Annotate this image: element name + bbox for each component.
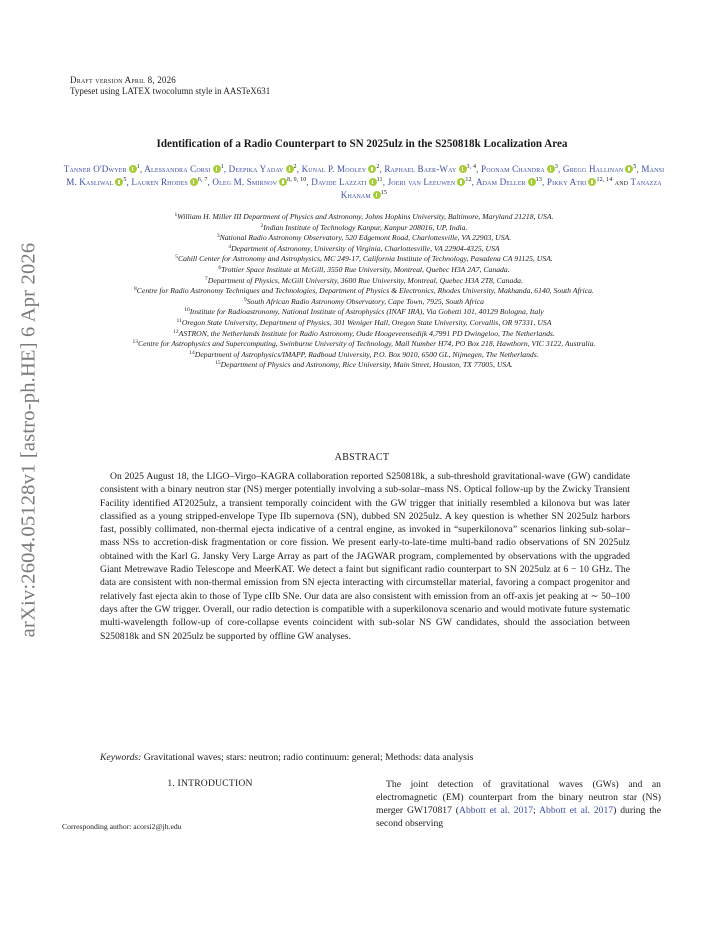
orcid-icon[interactable] [115,178,123,186]
and-word: and [614,177,629,187]
affiliation-text: ASTRON, the Netherlands Institute for Radio Astronomy, Oude Hoogeveensedijk 4,7991 PD Dwingeloo, The Netherlands. [178,328,555,338]
section-heading-introduction: 1. INTRODUCTION [167,778,253,789]
affiliation-text: Centre for Radio Astronomy Techniques and Technologies, Department of Physics & Electronics, Rhodes University, Makhanda, 6140, South Africa. [136,286,594,296]
author [388,177,472,187]
orcid-icon[interactable] [368,165,376,173]
affiliation-number: 15 [215,360,221,367]
author [481,164,558,174]
citation-link[interactable]: Abbott et al. 2017 [539,805,614,816]
paper-title: Identification of a Radio Counterpart to SN 2025ulz in the S250818k Localization Area [156,138,568,150]
affiliation-number: 13 [132,339,139,346]
affiliation [60,329,668,340]
affiliation-text: Department of Physics and Astronomy, Rice University, Main Street, Houston, TX 77005, USA. [220,360,513,370]
author-name[interactable]: Tanner O'Dwyer [63,164,127,174]
author-affiliation-marker: 13 [535,177,543,183]
author [311,177,382,187]
orcid-icon[interactable] [373,191,381,199]
author-name[interactable]: Pikky Atri [546,177,587,187]
affiliation-number: 7 [205,275,208,282]
author-affiliation-marker: 8, 9, 10 [287,177,307,183]
author [384,164,476,174]
affiliation-number: 8 [134,286,137,293]
affiliation [60,286,668,297]
author-name[interactable]: Joeri van Leeuwen [387,177,456,187]
affiliation [60,307,668,318]
author-name[interactable]: Deepika Yadav [228,164,284,174]
affiliation-number: 9 [243,296,247,303]
author [144,164,223,174]
affiliation-number: 10 [184,307,190,314]
author-affiliation-marker: 12 [465,177,472,183]
orcid-icon[interactable] [588,178,596,186]
keywords-label: Keywords: [100,752,142,763]
affiliation-number: 12 [173,328,179,335]
orcid-icon[interactable] [547,165,555,173]
affiliation-number: 6 [218,264,222,271]
abstract-text: On 2025 August 18, the LIGO–Virgo–KAGRA collaboration reported S250818k, a sub-threshold gravitational-wave (GW) candidate consistent with a binary neutron star (NS) merger potentially involving a sub-solar–mass NS. Optical follow-up by the Zwicky Transient Facility identified AT2025ulz, a transient temporally coincident with the GW trigger that initially resembled a kilonova but was later classified as a young stripped-envelope Type IIb supernova (SN), dubbed SN 2025ulz. A key question is whether SN 2025ulz harbors fast, possibly collimated, non-thermal ejecta indicative of a central engine, as invoked in “superkilonova” scenarios linking sub-solar–mass NSs to accretion-disk fragmentation or core fission. We present early-to-late-time multi-band radio observations of SN 2025ulz obtained with the Karl G. Jansky Very Large Array as part of the JAGWAR program, complemented by observations with the upgraded Giant Metrewave Radio Telescope and MeerKAT. We detect a faint but significant radio counterpart to SN 2025ulz at 6 − 10 GHz. The data are consistent with non-thermal emission from SN ejecta interacting with circumstellar material, favoring a compact progenitor and relatively fast ejecta akin to those of Type cIIb SNe. Our data are also consistent with emission from an off-axis jet peaking at ∼ 50–100 days after the GW trigger. Overall, our radio detection is compatible with a superkilonova scenario and would motivate future systematic multi-wavelength follow-up of core-collapse events coincident with sub-solar NS GW candidates, should the association between S250818k and SN 2025ulz be supported by offline GW analyses. [100,471,630,642]
author-affiliation-marker: 1 [136,164,140,170]
orcid-icon[interactable] [286,165,294,173]
abstract-heading: ABSTRACT [334,452,390,463]
affiliation-number: 2 [260,222,264,229]
affiliation [60,276,668,287]
affiliation-number: 4 [228,243,232,250]
author [131,177,207,187]
author [476,177,542,187]
affiliation-number: 1 [174,212,178,218]
corresponding-author: Corresponding author: acorsi2@jh.edu [62,822,182,831]
author-affiliation-marker: 2 [376,164,380,170]
orcid-icon[interactable] [459,165,467,173]
orcid-icon[interactable] [625,165,633,173]
author-affiliation-marker: 3, 4 [466,164,477,170]
keywords [100,752,640,763]
affiliation-text: National Radio Astronomy Observatory, 520 Edgemont Road, Charlottesville, VA 22903, USA. [219,233,512,243]
affiliation [60,254,668,265]
author-affiliation-marker: 5 [633,164,637,170]
affiliation [60,233,668,244]
affiliation-number: 11 [176,317,182,324]
affiliation-text: Centre for Astrophysics and Supercomputing, Swinburne University of Technology, Mail Number H74, PO Box 218, Hawthorn, VIC 3122, Australia. [138,339,596,349]
affiliation-text: South African Radio Astronomy Observatory, Cape Town, 7925, South Africa [246,296,485,306]
typeset-note: Typeset using LATEX twocolumn style in AASTeX631 [70,86,271,96]
affiliation-number: 14 [189,349,195,356]
affiliation [60,360,668,371]
author-name[interactable]: Oleg M. Smirnov [212,177,278,187]
affiliation-text: Department of Astronomy, University of Virginia, Charlottesville, VA 22904-4325, USA [231,243,500,253]
affiliation-text: Department of Astrophysics/IMAPP, Radboud University, P.O. Box 9010, 6500 GL, Nijmegen, The Netherlands. [194,349,539,359]
orcid-icon[interactable] [279,178,287,186]
affiliation [60,318,668,329]
citation-link[interactable]: Abbott et al. 2017 [459,805,534,816]
affiliation-text: Institute for Radioastronomy, National Institute of Astrophysics (INAF IRA), Via Gobetti 101, 40129 Bologna, Italy [189,307,544,317]
affiliation-text: Indian Institute of Technology Kanpur, Kanpur 208016, UP, India. [263,222,468,232]
author [302,164,380,174]
author [547,177,612,187]
orcid-icon[interactable] [129,165,137,173]
author-name[interactable]: Mansi M. Kasliwal [66,164,665,187]
orcid-icon[interactable] [190,178,198,186]
author-affiliation-marker: 5 [123,177,127,183]
author [563,164,637,174]
author-affiliation-marker: 1 [220,164,224,170]
affiliation-text: Department of Physics, McGill University, 3600 Rue University, Montreal, Quebec H3A 2T8, Canada. [207,275,523,285]
author [229,164,297,174]
author-affiliation-marker: 2 [293,164,297,170]
author-name[interactable]: Tanazza Khanam [340,177,662,200]
affiliation [60,350,668,361]
orcid-icon[interactable] [528,178,536,186]
author-affiliation-marker: 11 [376,177,383,183]
draft-version: Draft version April 8, 2026 [70,75,176,85]
affiliation-text: Trottier Space Institute at McGill, 3550 Rue University, Montreal, Quebec H3A 2A7, Canada. [221,264,510,274]
affiliation [60,212,668,223]
affiliation-number: 3 [216,233,220,240]
author-list: Tanner O'Dwyer $^1$, Alessandra Corsi $^1$, Deepika Yadav $^2$, Kunal P. Mooley $^2$, Raphael Baer-Way $^{3, 4}$, Poonam Chandra $^3$, Gregg Hallinan $^5$, Mansi M. Kasliwal $^5$, Lauren Rhodes $^{6, 7}$, Oleg M. Smirnov $^{8, 9, 10}$, Davide Lazzati $^{11}$, Joeri van Leeuwen $^{12}$, Adam Deller $^{13}$, Pikky Atri $^{12, 14}$ and Tanazza Khanam $^{15}$ [63,164,665,200]
author-name[interactable]: Alessandra Corsi [144,164,211,174]
orcid-icon[interactable] [369,178,377,186]
author-name[interactable]: Kunal P. Mooley [301,164,367,174]
keywords-text: Gravitational waves; stars: neutron; radio continuum: general; Methods: data analysis [143,752,474,763]
affiliation-text: Cahill Center for Astronomy and Astrophysics, MC 249-17, California Institute of Technology, Pasadena CA 91125, USA. [177,254,553,264]
affiliation [60,339,668,350]
author-affiliation-marker: 3 [554,164,559,170]
affiliation [60,244,668,255]
author-name[interactable]: Lauren Rhodes [131,177,188,187]
author-name[interactable]: Raphael Baer-Way [384,164,457,174]
draft-header [70,75,270,97]
affiliation-text: Oregon State University, Department of Physics, 301 Weniger Hall, Oregon State University, Corvallis, OR 97331, USA [181,317,552,327]
author [212,177,306,187]
author-name[interactable]: Davide Lazzati [311,177,367,187]
author-affiliation-marker: 12, 14 [596,177,613,183]
orcid-icon[interactable] [457,178,465,186]
author-affiliation-marker: 6, 7 [197,177,208,183]
affiliation [60,297,668,308]
author-name[interactable]: Poonam Chandra [481,164,545,174]
author-affiliation-marker: 15 [380,190,388,196]
arxiv-stamp: arXiv:2604.05128v1 [astro-ph.HE] 6 Apr 2026 [17,242,40,638]
author-name[interactable]: Adam Deller [475,177,526,187]
affiliation-list [60,212,668,371]
author [64,164,140,174]
intro-paragraph: The joint detection of gravitational waves (GWs) and an electromagnetic (EM) counterpart from the binary neutron star (NS) merger GW170817 (Abbott et al. 2017; Abbott et al. 2017) during the second observing [376,779,661,829]
author-name[interactable]: Gregg Hallinan [562,164,624,174]
orcid-icon[interactable] [213,165,221,173]
affiliation [60,223,668,234]
affiliation-text: William H. Miller III Department of Physics and Astronomy, Johns Hopkins University, Baltimore, Maryland 21218, USA. [177,212,554,221]
affiliation-number: 5 [175,254,178,261]
affiliation [60,265,668,276]
